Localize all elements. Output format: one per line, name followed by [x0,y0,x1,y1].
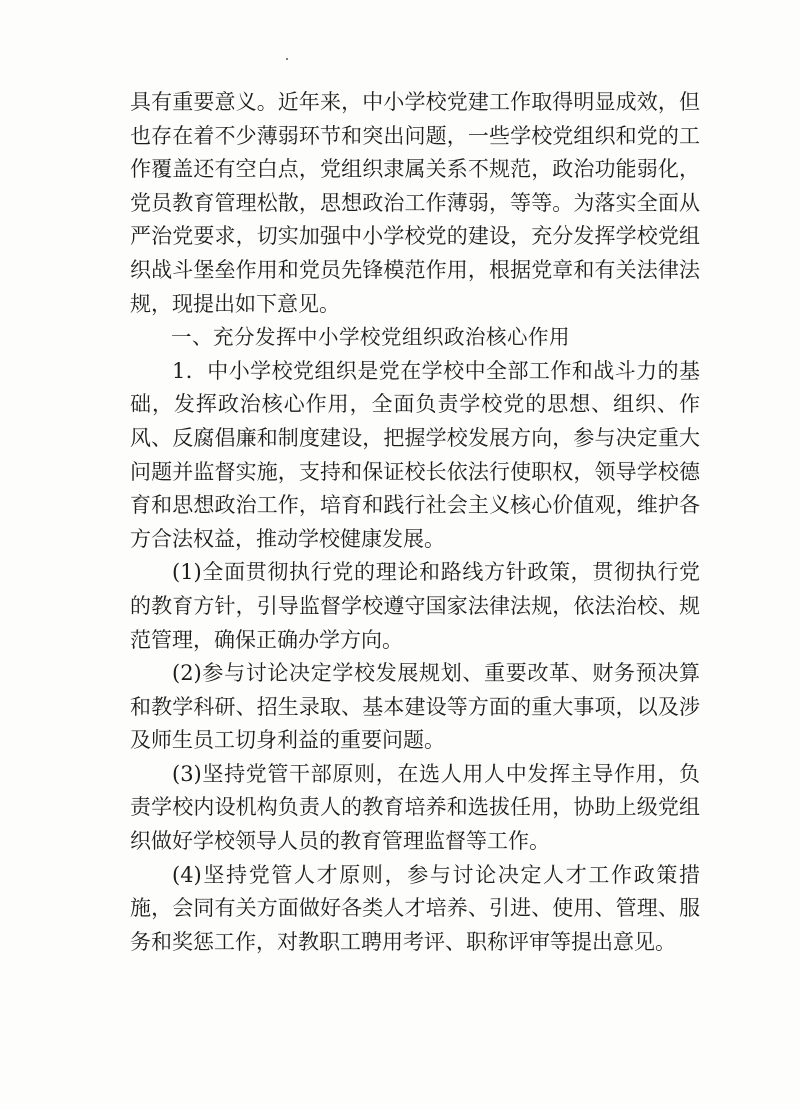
paragraph-item-1: 1．中小学校党组织是党在学校中全部工作和战斗力的基础，发挥政治核心作用，全面负责学校党的思想、组织、作风、反腐倡廉和制度建设，把握学校发展方向，参与决定重大问题并监督实施，支持和保证校长依法行使职权，领导学校德育和思想政治工作，培育和践行社会主义核心价值观，维护各方合法权益，推动学校健康发展。 [130,358,700,551]
section-heading: 一、充分发挥中小学校党组织政治核心作用 [171,325,570,350]
paragraph-subitem-1: (1)全面贯彻执行党的理论和路线方针政策，贯彻执行党的教育方针，引导监督学校遵守国家法律法规，依法治校、规范管理，确保正确办学方向。 [130,560,700,652]
document-body [130,86,700,959]
paragraph-subitem-3: (3)坚持党管干部原则，在选人用人中发挥主导作用，负责学校内设机构负责人的教育培养和选拔任用，协助上级党组织做好学校领导人员的教育管理监督等工作。 [130,761,700,854]
paragraph-continuation: 具有重要意义。近年来，中小学校党建工作取得明显成效，但也存在着不少薄弱环节和突出问题，一些学校党组织和党的工作覆盖还有空白点，党组织隶属关系不规范，政治功能弱化，党员教育管理松散，思想政治工作薄弱，等等。为落实全面从严治党要求，切实加强中小学校党的建设，充分发挥学校党组织战斗堡垒作用和党员先锋模范作用，根据党章和有关法律法规，现提出如下意见。 [130,90,700,316]
scan-speck [286,58,288,60]
paragraph-subitem-2: (2)参与讨论决定学校发展规划、重要改革、财务预决算和教学科研、招生录取、基本建设等方面的重大事项，以及涉及师生员工切身利益的重要问题。 [130,661,700,753]
paragraph-subitem-4: (4)坚持党管人才原则，参与讨论决定人才工作政策措施，会同有关方面做好各类人才培养、引进、使用、管理、服务和奖惩工作，对教职工聘用考评、职称评审等提出意见。 [130,862,700,954]
